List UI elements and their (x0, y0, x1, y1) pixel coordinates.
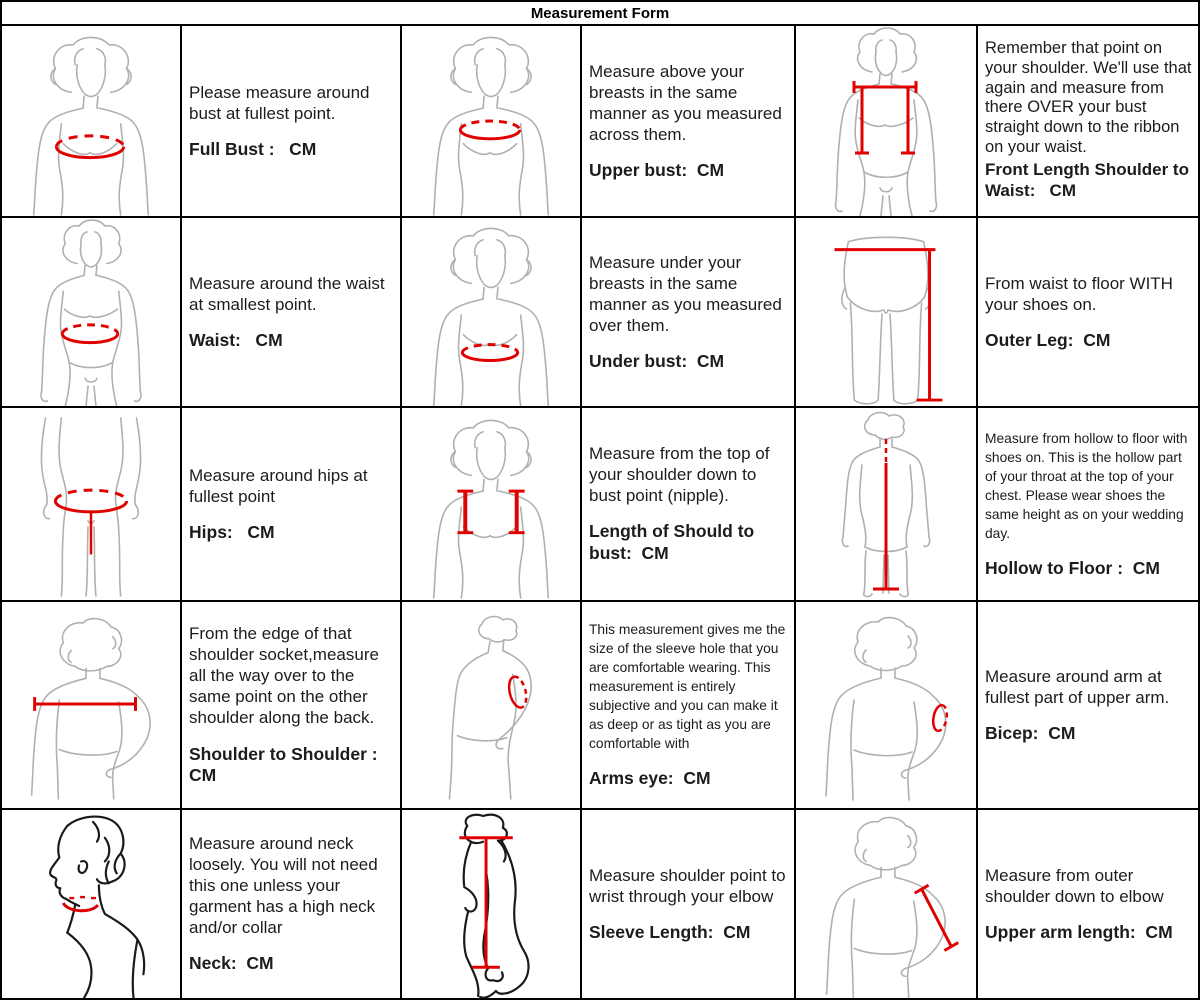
measurement-description: Measure above your breasts in the same manner as you measured across them. (589, 61, 782, 144)
figure-cell-shoulder-to-bust (402, 408, 580, 600)
measurement-description: From waist to floor WITH your shoes on. (985, 273, 1173, 314)
measurement-cell-neck (182, 810, 400, 998)
waist-figure (2, 218, 180, 406)
measurement-label: Length of Should to bust: CM (589, 521, 760, 564)
figure-cell-front-length (796, 26, 976, 216)
measurement-label: Sleeve Length: CM (589, 921, 751, 942)
measurement-label: Waist: CM (189, 329, 283, 350)
measurement-cell-under-bust (582, 218, 794, 406)
figure-cell-arms-eye (402, 602, 580, 808)
sleeve-length-figure (402, 810, 580, 998)
measurement-description: Remember that point on your shoulder. We'll use that again and measure from there OVER your bust straight down to the ribbon on your waist. (985, 39, 1192, 157)
measurement-cell-sleeve-length (582, 810, 794, 998)
measurement-label: Outer Leg: CM (985, 329, 1111, 350)
measurement-label: Upper bust: CM (589, 159, 725, 180)
figure-cell-sleeve-length (402, 810, 580, 998)
neck-figure (2, 810, 180, 998)
measurement-label: Bicep: CM (985, 722, 1076, 743)
measurement-cell-outer-leg (978, 218, 1198, 406)
figure-cell-waist (2, 218, 180, 406)
figure-cell-full-bust (2, 26, 180, 216)
hollow-to-floor-figure (796, 408, 976, 600)
measurement-cell-arms-eye (582, 602, 794, 808)
figure-cell-outer-leg (796, 218, 976, 406)
measurement-label: Upper arm length: CM (985, 921, 1173, 942)
arms-eye-figure (402, 602, 580, 808)
measurement-description: Please measure around bust at fullest point. (189, 82, 370, 123)
figure-cell-neck (2, 810, 180, 998)
measurement-cell-upper-bust (582, 26, 794, 216)
measurement-label: Shoulder to Shoulder : CM (189, 743, 383, 786)
measurement-description: Measure around neck loosely. You will not need this one unless your garment has a high neck and/or collar (189, 833, 378, 938)
measurement-cell-front-length (978, 26, 1198, 216)
measurement-description: Measure around hips at fullest point (189, 465, 368, 506)
figure-cell-upper-bust (402, 26, 580, 216)
measurement-cell-upper-arm-length (978, 810, 1198, 998)
shoulder-to-shoulder-figure (2, 602, 180, 808)
measurement-description: Measure shoulder point to wrist through your elbow (589, 865, 786, 906)
figure-cell-hollow-to-floor (796, 408, 976, 600)
measurement-description: Measure from outer shoulder down to elbow (985, 865, 1164, 906)
measurement-description: Measure under your breasts in the same manner as you measured over them. (589, 252, 782, 335)
under-bust-figure (402, 218, 580, 406)
measurement-label: Full Bust : CM (189, 138, 317, 159)
hips-figure (2, 408, 180, 600)
front-length-figure (796, 26, 976, 216)
bicep-figure (796, 602, 976, 808)
measurement-label: Hollow to Floor : CM (985, 557, 1160, 578)
form-title: Measurement Form (2, 2, 1198, 24)
figure-cell-bicep (796, 602, 976, 808)
measurement-cell-hollow-to-floor (978, 408, 1198, 600)
measurement-description: This measurement gives me the size of the sleeve hole that you are comfortable wearing. This measurement is entirely subjective and you can make it as deep or as tight as you are comfortable with (589, 622, 786, 752)
measurement-cell-bicep (978, 602, 1198, 808)
measurement-label: Neck: CM (189, 953, 274, 974)
outer-leg-figure (796, 218, 976, 406)
upper-arm-length-figure (796, 810, 976, 998)
figure-cell-hips (2, 408, 180, 600)
measurement-description: Measure from hollow to floor with shoes on. This is the hollow part of your throat at the top of your chest. Please wear shoes the same height as on your wedding day. (985, 430, 1188, 541)
measurement-description: Measure from the top of your shoulder down to bust point (nipple). (589, 444, 770, 506)
measurement-description: Measure around the waist at smallest point. (189, 273, 385, 314)
shoulder-to-bust-figure (402, 408, 580, 600)
measurement-label: Under bust: CM (589, 350, 725, 371)
figure-cell-shoulder-to-shoulder (2, 602, 180, 808)
full-bust-figure (2, 26, 180, 216)
figure-cell-under-bust (402, 218, 580, 406)
measurement-label: Front Length Shoulder to Waist: CM (985, 159, 1194, 200)
measurement-label: Arms eye: CM (589, 768, 711, 789)
upper-bust-figure (402, 26, 580, 216)
measurement-description: From the edge of that shoulder socket,measure all the way over to the same point on the other shoulder along the back. (189, 624, 379, 728)
figure-cell-upper-arm-length (796, 810, 976, 998)
measurement-cell-shoulder-to-shoulder (182, 602, 400, 808)
measurement-cell-full-bust (182, 26, 400, 216)
measurement-cell-hips (182, 408, 400, 600)
measurement-description: Measure around arm at fullest part of upper arm. (985, 666, 1170, 707)
measurement-cell-shoulder-to-bust (582, 408, 794, 600)
measurement-cell-waist (182, 218, 400, 406)
measurement-label: Hips: CM (189, 521, 275, 542)
